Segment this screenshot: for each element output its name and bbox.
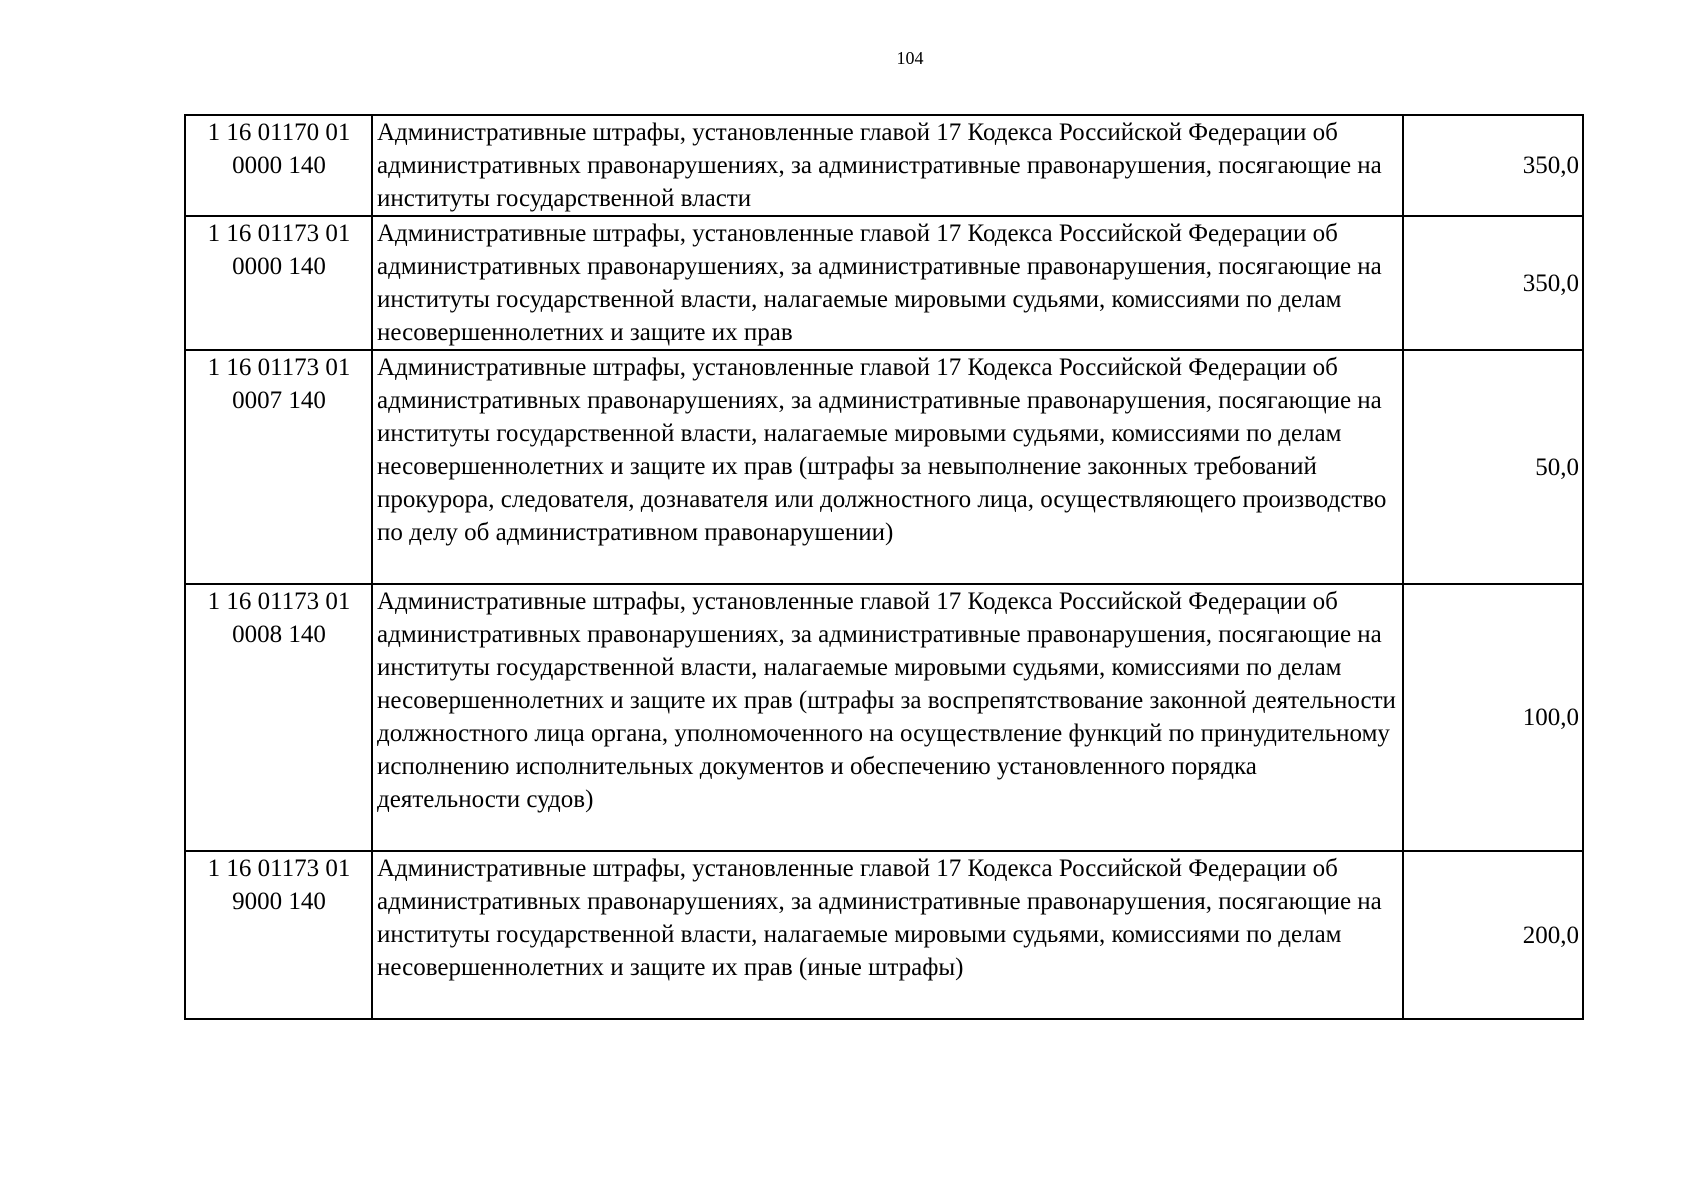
budget-code-cell <box>185 350 372 584</box>
budget-code-part1: 1 16 01173 01 <box>207 588 351 615</box>
revenue-table <box>184 114 1584 1020</box>
amount-cell: 50,0 <box>1403 350 1583 584</box>
page-number: 104 <box>896 48 924 68</box>
budget-code-part2: 0008 140 <box>232 621 326 648</box>
table-row <box>185 216 1583 350</box>
table-row <box>185 115 1583 216</box>
description-cell: Административные штрафы, установленные главой 17 Кодекса Российской Федерации об административных правонарушениях, за административные правонарушения, посягающие на институты государственной власти, налагаемые мировыми судьями, комиссиями по делам несовершеннолетних и защите их прав (штрафы за воспрепятствование законной деятельности должностного лица органа, уполномоченного на осуществление функций по принудительному исполнению исполнительных документов и обеспечению установленного порядка деятельности судов) <box>372 584 1403 851</box>
amount-cell: 200,0 <box>1403 851 1583 1019</box>
table-row <box>185 851 1583 1019</box>
budget-code-part2: 0007 140 <box>232 387 326 414</box>
budget-code-part1: 1 16 01170 01 <box>207 119 351 146</box>
description-cell: Административные штрафы, установленные главой 17 Кодекса Российской Федерации об административных правонарушениях, за административные правонарушения, посягающие на институты государственной власти, налагаемые мировыми судьями, комиссиями по делам несовершеннолетних и защите их прав <box>372 216 1403 350</box>
budget-code-part1: 1 16 01173 01 <box>207 354 351 381</box>
description-cell: Административные штрафы, установленные главой 17 Кодекса Российской Федерации об административных правонарушениях, за административные правонарушения, посягающие на институты государственной власти <box>372 115 1403 216</box>
table-row <box>185 584 1583 851</box>
budget-code-cell <box>185 851 372 1019</box>
budget-code-cell <box>185 216 372 350</box>
description-cell: Административные штрафы, установленные главой 17 Кодекса Российской Федерации об административных правонарушениях, за административные правонарушения, посягающие на институты государственной власти, налагаемые мировыми судьями, комиссиями по делам несовершеннолетних и защите их прав (иные штрафы) <box>372 851 1403 1019</box>
budget-code-part1: 1 16 01173 01 <box>207 855 351 882</box>
budget-code-cell <box>185 584 372 851</box>
budget-code-part2: 9000 140 <box>232 888 326 915</box>
amount-cell: 100,0 <box>1403 584 1583 851</box>
budget-code-part2: 0000 140 <box>232 253 326 280</box>
budget-code-part2: 0000 140 <box>232 152 326 179</box>
budget-code-cell <box>185 115 372 216</box>
table-row <box>185 350 1583 584</box>
budget-code-part1: 1 16 01173 01 <box>207 220 351 247</box>
description-cell: Административные штрафы, установленные главой 17 Кодекса Российской Федерации об административных правонарушениях, за административные правонарушения, посягающие на институты государственной власти, налагаемые мировыми судьями, комиссиями по делам несовершеннолетних и защите их прав (штрафы за невыполнение законных требований прокурора, следователя, дознавателя или должностного лица, осуществляющего производство по делу об административном правонарушении) <box>372 350 1403 584</box>
amount-cell: 350,0 <box>1403 216 1583 350</box>
amount-cell: 350,0 <box>1403 115 1583 216</box>
